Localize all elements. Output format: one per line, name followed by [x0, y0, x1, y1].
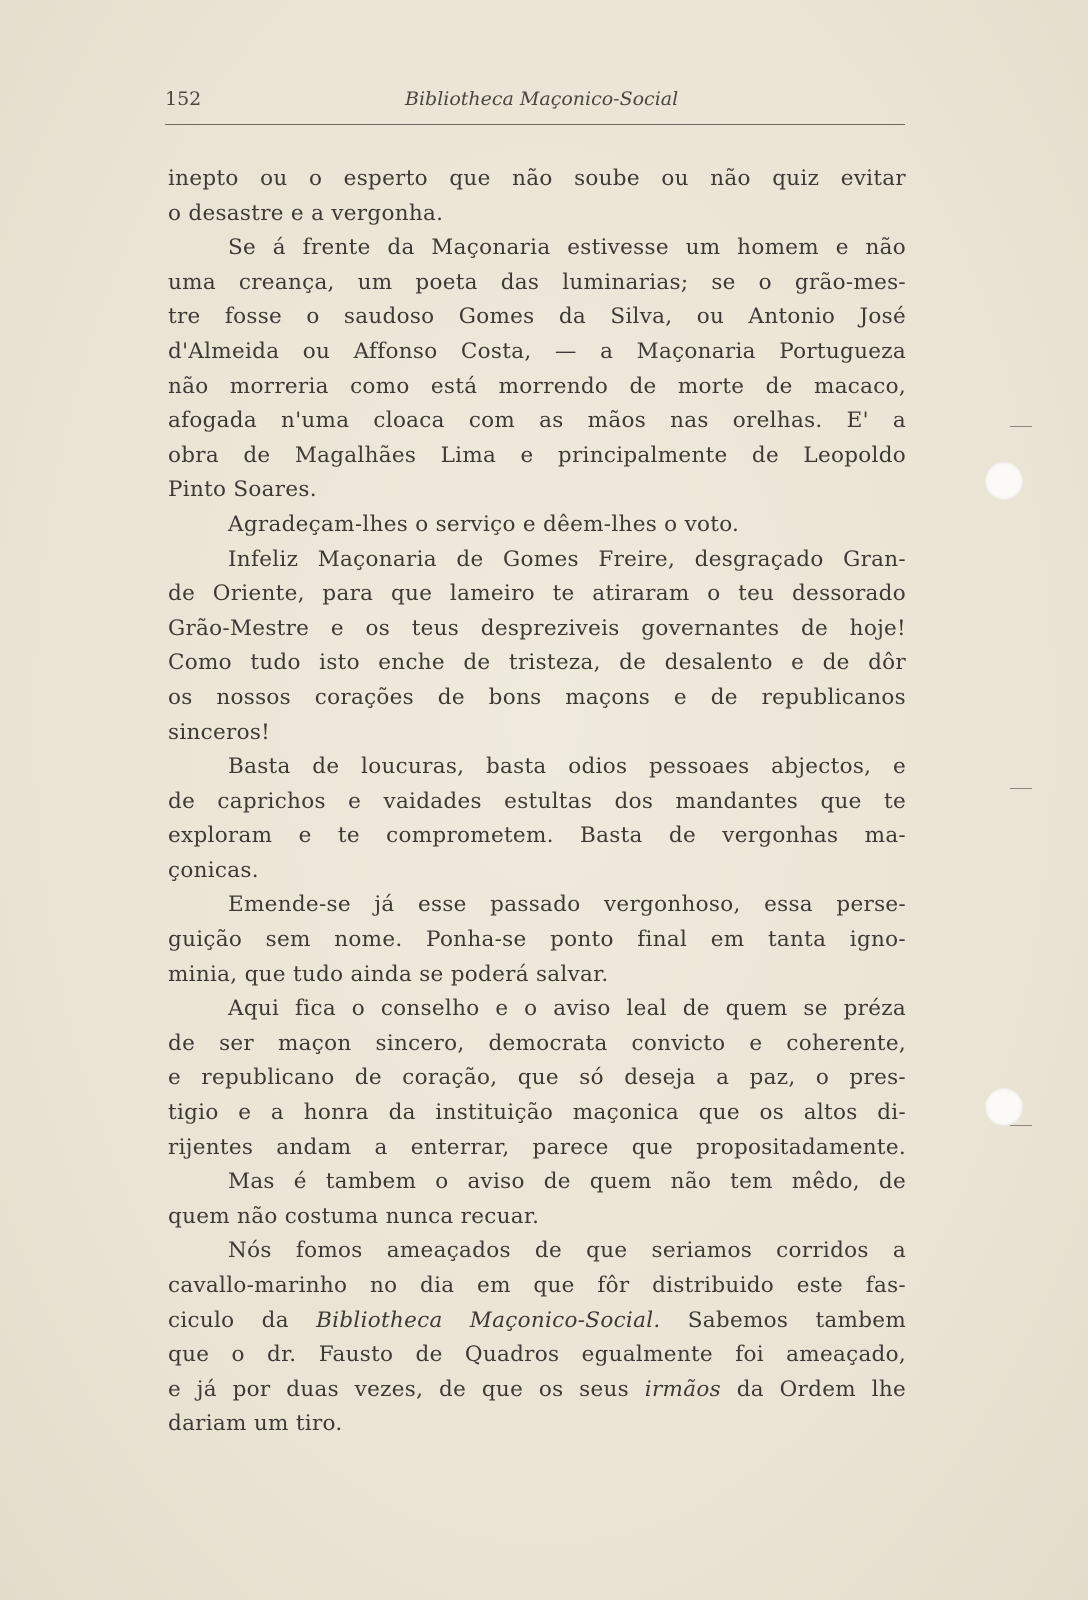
- text-line: de ser maçon sincero, democrata convicto e coherente,: [168, 1030, 906, 1056]
- margin-mark: [1010, 1125, 1032, 1126]
- text-line: Emende-se já esse passado vergonhoso, essa perse-: [228, 892, 906, 918]
- text-line: uma creança, um poeta das luminarias; se o grão-mes-: [168, 269, 906, 295]
- text-line: cavallo-marinho no dia em que fôr distribuido este fas-: [168, 1273, 906, 1298]
- text-line: de caprichos e vaidades estultas dos mandantes que te: [168, 788, 906, 814]
- text-line: rijentes andam a enterrar, parece que propositadamente.: [168, 1134, 906, 1160]
- page-header: [165, 88, 905, 118]
- text-line: Pinto Soares.: [168, 477, 317, 503]
- binding-hole: [985, 1088, 1023, 1126]
- text-line: Grão-Mestre e os teus despreziveis governantes de hoje!: [168, 615, 906, 641]
- text-line: Como tudo isto enche de tristeza, de desalento e de dôr: [168, 650, 906, 676]
- text-line: exploram e te comprometem. Basta de vergonhas ma-: [168, 823, 906, 849]
- text-line: obra de Magalhães Lima e principalmente de Leopoldo: [168, 442, 906, 468]
- text-line: tigio e a honra da instituição maçonica que os altos di-: [168, 1100, 906, 1126]
- text-line: dariam um tiro.: [168, 1411, 343, 1437]
- text-line: minia, que tudo ainda se poderá salvar.: [168, 961, 609, 987]
- text-line: sinceros!: [168, 719, 271, 745]
- text-line: guição sem nome. Ponha-se ponto final em tanta igno-: [168, 927, 906, 953]
- text-line-mixed: [168, 1304, 906, 1339]
- text-line: Aqui fica o conselho e o aviso leal de quem se préza: [228, 996, 906, 1022]
- binding-hole: [985, 462, 1023, 500]
- line-fragment: e já por duas vezes, de que os seus: [168, 1376, 630, 1402]
- header-rule: [165, 124, 905, 125]
- italic-word: irmãos: [644, 1376, 721, 1402]
- line-fragment: da Ordem lhe: [736, 1376, 907, 1402]
- line-fragment: Sabemos tambem: [687, 1307, 907, 1333]
- text-line: çonicas.: [168, 857, 259, 883]
- text-line-mixed: [168, 1373, 906, 1408]
- text-line: Se á frente da Maçonaria estivesse um homem e não: [228, 235, 906, 261]
- running-title: Bibliotheca Maçonico-Social: [405, 88, 679, 110]
- italic-title: Bibliotheca Maçonico-Social.: [316, 1307, 661, 1333]
- text-line: Nós fomos ameaçados de que seriamos corridos a: [228, 1238, 906, 1264]
- text-line: não morreria como está morrendo de morte de macaco,: [168, 373, 906, 399]
- text-line: tre fosse o saudoso Gomes da Silva, ou Antonio José: [168, 304, 906, 330]
- text-line: inepto ou o esperto que não soube ou não quiz evitar: [168, 166, 906, 191]
- text-line: d'Almeida ou Affonso Costa, — a Maçonaria Portugueza: [168, 338, 906, 364]
- text-line: Basta de loucuras, basta odios pessoaes abjectos, e: [228, 754, 906, 780]
- text-line: afogada n'uma cloaca com as mãos nas orelhas. E' a: [168, 408, 906, 434]
- text-line: Mas é tambem o aviso de quem não tem mêdo, de: [228, 1169, 906, 1195]
- body-text: [168, 162, 906, 1442]
- margin-mark: [1010, 788, 1032, 789]
- text-line: Infeliz Maçonaria de Gomes Freire, desgraçado Gran-: [228, 546, 906, 572]
- text-line: quem não costuma nunca recuar.: [168, 1203, 540, 1229]
- page-number: 152: [165, 88, 202, 110]
- text-line: de Oriente, para que lameiro te atiraram o teu dessorado: [168, 581, 906, 607]
- margin-mark: [1010, 426, 1032, 427]
- text-line: e republicano de coração, que só deseja a paz, o pres-: [168, 1065, 906, 1091]
- text-line: os nossos corações de bons maçons e de republicanos: [168, 684, 906, 710]
- text-line: que o dr. Fausto de Quadros egualmente foi ameaçado,: [168, 1342, 906, 1368]
- text-line: o desastre e a vergonha.: [168, 200, 444, 226]
- line-fragment: ciculo da: [168, 1307, 289, 1333]
- text-line: Agradeçam-lhes o serviço e dêem-lhes o voto.: [228, 511, 740, 537]
